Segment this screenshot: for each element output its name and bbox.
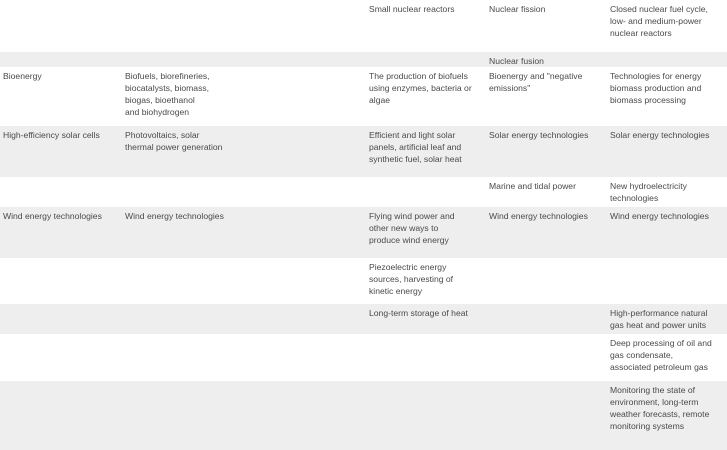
- cell-text-line: Biofuels, biorefineries,: [125, 71, 210, 81]
- cell-national-priority: [610, 307, 707, 331]
- cell-emerging-technology: [369, 307, 468, 319]
- cell-national-priority: [610, 70, 701, 106]
- cell-emerging-technology: [369, 210, 455, 246]
- cell-research-direction: [489, 129, 588, 141]
- cell-national-priority: [610, 210, 709, 222]
- cell-text-line: gas heat and power units: [610, 320, 707, 330]
- cell-national-priority: [610, 180, 687, 204]
- cell-text-line: Monitoring the state of: [610, 385, 696, 395]
- cell-text-line: weather forecasts, remote: [610, 409, 710, 419]
- cell-research-direction: [489, 210, 588, 222]
- cell-text-line: low- and medium-power: [610, 16, 702, 26]
- cell-text-line: New hydroelectricity: [610, 181, 687, 191]
- cell-text-line: kinetic energy: [369, 286, 423, 296]
- cell-text-line: using enzymes, bacteria or: [369, 83, 472, 93]
- cell-text-line: The production of biofuels: [369, 71, 468, 81]
- cell-national-priority: [610, 384, 709, 432]
- cell-text-line: Bioenergy and "negative: [489, 71, 583, 81]
- cell-research-direction: [489, 3, 545, 15]
- table-row: [0, 177, 727, 207]
- cell-text-line: Technologies for energy: [610, 71, 702, 81]
- cell-text-line: Solar energy technologies: [489, 130, 589, 140]
- cell-text-line: synthetic fuel, solar heat: [369, 154, 462, 164]
- cell-text-line: and biohydrogen: [125, 107, 190, 117]
- cell-national-priority: [610, 3, 708, 39]
- cell-priority-area: [3, 210, 102, 222]
- table-row: [0, 304, 727, 334]
- cell-text-line: Photovoltaics, solar: [125, 130, 200, 140]
- cell-emerging-technology: [369, 70, 472, 106]
- cell-text-line: biocatalysts, biomass,: [125, 83, 210, 93]
- cell-text-line: High-performance natural: [610, 308, 708, 318]
- cell-text-line: Deep processing of oil and: [610, 338, 712, 348]
- cell-text-line: Flying wind power and: [369, 211, 455, 221]
- cell-text-line: Wind energy technologies: [489, 211, 588, 221]
- cell-text-line: Bioenergy: [3, 71, 42, 81]
- cell-text-line: Long-term storage of heat: [369, 308, 468, 318]
- cell-technology-group: [125, 210, 224, 222]
- cell-technology-group: [125, 70, 210, 118]
- cell-text-line: emissions": [489, 83, 531, 93]
- cell-technology-group: [125, 129, 222, 153]
- cell-text-line: sources, harvesting of: [369, 274, 454, 284]
- cell-text-line: technologies: [610, 193, 659, 203]
- cell-text-line: Small nuclear reactors: [369, 4, 455, 14]
- cell-text-line: associated petroleum gas: [610, 362, 708, 372]
- cell-text-line: Marine and tidal power: [489, 181, 576, 191]
- cell-text-line: other new ways to: [369, 223, 439, 233]
- cell-text-line: gas condensate,: [610, 350, 674, 360]
- cell-text-line: thermal power generation: [125, 142, 223, 152]
- cell-text-line: Nuclear fission: [489, 4, 546, 14]
- cell-national-priority: [610, 337, 712, 373]
- cell-text-line: Solar energy technologies: [610, 130, 710, 140]
- cell-research-direction: [489, 55, 544, 67]
- cell-text-line: biomass processing: [610, 95, 686, 105]
- cell-research-direction: [489, 180, 576, 192]
- cell-text-line: biomass production and: [610, 83, 702, 93]
- cell-text-line: produce wind energy: [369, 235, 449, 245]
- cell-text-line: biogas, bioethanol: [125, 95, 195, 105]
- cell-text-line: Efficient and light solar: [369, 130, 456, 140]
- table-row: [0, 258, 727, 304]
- cell-text-line: environment, long-term: [610, 397, 699, 407]
- table-row: [0, 52, 727, 67]
- cell-text-line: nuclear reactors: [610, 28, 672, 38]
- cell-text-line: monitoring systems: [610, 421, 685, 431]
- table-row: [0, 126, 727, 177]
- cell-text-line: Closed nuclear fuel cycle,: [610, 4, 708, 14]
- cell-emerging-technology: [369, 261, 453, 297]
- cell-text-line: Nuclear fusion: [489, 56, 544, 66]
- cell-text-line: panels, artificial leaf and: [369, 142, 462, 152]
- cell-text-line: High-efficiency solar cells: [3, 130, 100, 140]
- cell-text-line: Piezoelectric energy: [369, 262, 447, 272]
- cell-research-direction: [489, 70, 582, 94]
- cell-text-line: algae: [369, 95, 391, 105]
- table-row: [0, 381, 727, 450]
- table-row: [0, 67, 727, 126]
- cell-priority-area: [3, 70, 42, 82]
- cell-text-line: Wind energy technologies: [125, 211, 224, 221]
- table-row: [0, 334, 727, 381]
- cell-priority-area: [3, 129, 100, 141]
- table-row: [0, 0, 727, 52]
- cell-text-line: Wind energy technologies: [3, 211, 102, 221]
- cell-text-line: Wind energy technologies: [610, 211, 709, 221]
- cell-national-priority: [610, 129, 709, 141]
- table-row: [0, 207, 727, 258]
- cell-emerging-technology: [369, 129, 462, 165]
- cell-emerging-technology: [369, 3, 455, 15]
